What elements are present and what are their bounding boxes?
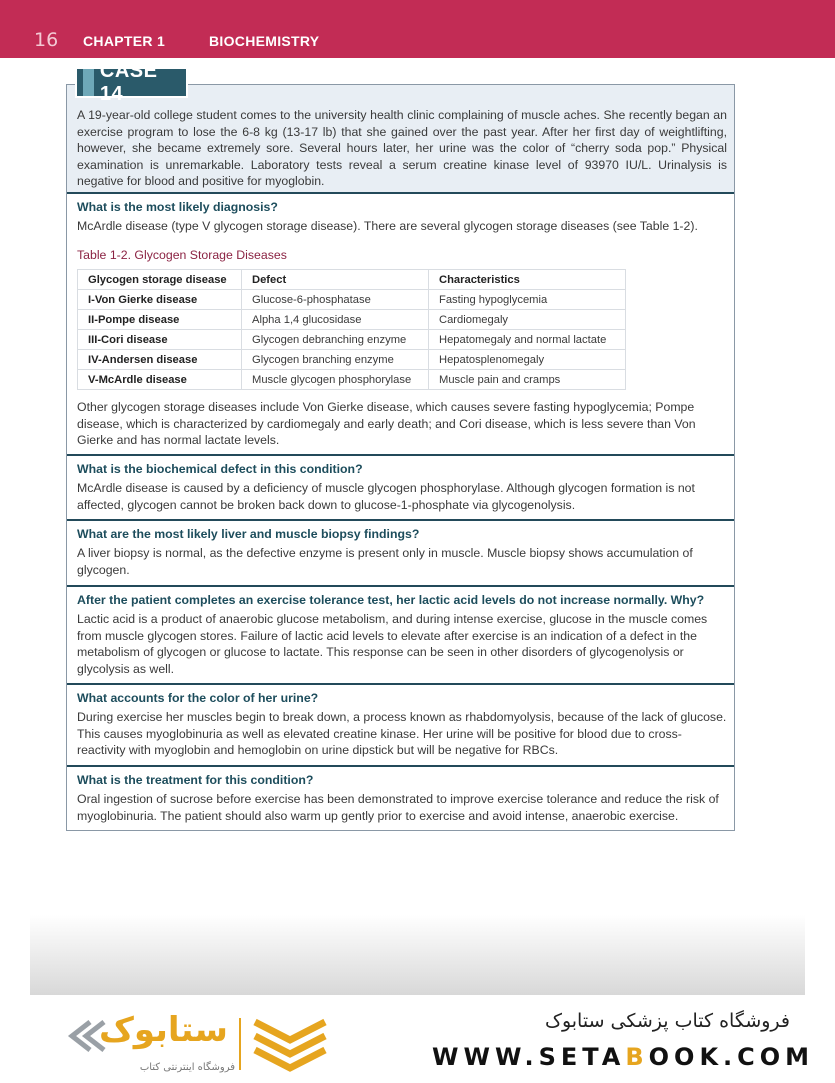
- table-cell: I-Von Gierke disease: [78, 290, 242, 310]
- case-label: [75, 59, 188, 105]
- table-row: [78, 370, 626, 390]
- case-box: [66, 84, 735, 831]
- table-cell: III-Cori disease: [78, 330, 242, 350]
- table-cell: Alpha 1,4 glucosidase: [242, 310, 429, 330]
- question: What is the most likely diagnosis?: [77, 200, 278, 214]
- table-header: Glycogen storage disease: [78, 270, 242, 290]
- store-title: فروشگاه کتاب پزشکی ستابوک: [544, 1010, 790, 1032]
- question: What is the treatment for this condition?: [77, 773, 314, 787]
- question: After the patient completes an exercise tolerance test, her lactic acid levels do not increase normally. Why?: [77, 593, 705, 607]
- table-header-row: [78, 270, 626, 290]
- qa-section-diagnosis: [67, 194, 734, 455]
- page-header: [0, 0, 835, 58]
- question: What are the most likely liver and muscle biopsy findings?: [77, 527, 420, 541]
- table-cell: IV-Andersen disease: [78, 350, 242, 370]
- answer: During exercise her muscles begin to break down, a process known as rhabdomyolysis, because of the lack of glucose. This causes myoglobinuria as well as elevated creatine kinase. Her urine will be positive for blood due to cross-reactivity with myoglobin and hemoglobin on urine dipstick but will be negative for RBCs.: [77, 710, 727, 757]
- case-label-accent: [83, 69, 94, 96]
- qa-section-defect: [67, 454, 734, 520]
- footer-shade: [30, 915, 805, 995]
- qa-section-urine-color: [67, 683, 734, 766]
- qa-section-biopsy: [67, 519, 734, 586]
- chapter-label: CHAPTER 1: [83, 33, 166, 49]
- glycogen-storage-table: [77, 269, 626, 390]
- table-row: [78, 310, 626, 330]
- table-header: Defect: [242, 270, 429, 290]
- table-row: [78, 330, 626, 350]
- table-cell: Glycogen debranching enzyme: [242, 330, 429, 350]
- store-url[interactable]: [432, 1043, 814, 1071]
- table-header: Characteristics: [429, 270, 626, 290]
- case-intro-text: A 19-year-old college student comes to the university health clinic complaining of muscle aches. She recently began an exercise program to lose the 6-8 kg (13-17 lb) that she gained over the past year. After her first day of weightlifting, however, she became extremely sore. Several hours later, her urine was the color of “cherry soda pop.” Physical examination is unremarkable. Laboratory tests reveal a serum creatine kinase level of 93970 IU/L. Urinalysis is negative for blood and positive for myoglobin.: [77, 108, 727, 188]
- question: What is the biochemical defect in this condition?: [77, 462, 363, 476]
- answer: Lactic acid is a product of anaerobic glucose metabolism, and during intense exercise, glucose in the muscle comes from muscle glycogen stores. Failure of lactic acid levels to elevate after exercise is an indication of a defect in the metabolism of glycogen or glucose to lactate. This response can be seen in other disorders of glycogenolysis or glycolysis as well.: [77, 612, 708, 676]
- table-cell: Hepatosplenomegaly: [429, 350, 626, 370]
- table-cell: V-McArdle disease: [78, 370, 242, 390]
- url-part-highlight: B: [625, 1043, 649, 1071]
- table-cell: Glycogen branching enzyme: [242, 350, 429, 370]
- url-part: OOK.COM: [648, 1043, 815, 1071]
- table-row: [78, 290, 626, 310]
- page-number: 16: [34, 29, 59, 51]
- answer: McArdle disease (type V glycogen storage disease). There are several glycogen storage diseases (see Table 1-2).: [77, 219, 698, 233]
- logo-text: ستابوک: [99, 1010, 228, 1050]
- answer: McArdle disease is caused by a deficiency of muscle glycogen phosphorylase. Although glycogen formation is not affected, glycogen cannot be broken back down to glucose-1-phosphate via glycogenolysis.: [77, 481, 695, 512]
- question: What accounts for the color of her urine?: [77, 691, 319, 705]
- logo-subtitle: فروشگاه اینترنتی کتاب: [139, 1062, 235, 1073]
- case-label-text: CASE 14: [99, 59, 158, 105]
- url-part: WWW.: [432, 1043, 539, 1071]
- answer-continued: Other glycogen storage diseases include Von Gierke disease, which causes severe fasting hypoglycemia; Pompe disease, which is characterized by cardiomegaly and early death; and Cori disease, which is less severe than Von Gierke and has normal lactate levels.: [77, 400, 696, 447]
- table-row: [78, 350, 626, 370]
- table-cell: Cardiomegaly: [429, 310, 626, 330]
- table-cell: Fasting hypoglycemia: [429, 290, 626, 310]
- qa-section-lactic-acid: [67, 585, 734, 684]
- qa-section-treatment: [67, 765, 734, 830]
- answer: A liver biopsy is normal, as the defective enzyme is present only in muscle. Muscle biopsy shows accumulation of glycogen.: [77, 546, 693, 577]
- answer: Oral ingestion of sucrose before exercise has been demonstrated to improve exercise tolerance and reduce the risk of myoglobinuria. The patient should also warm up gently prior to exercise and avoid intense, anaerobic exercise.: [77, 792, 719, 823]
- table-title: Table 1-2. Glycogen Storage Diseases: [77, 248, 287, 262]
- table-cell: Muscle pain and cramps: [429, 370, 626, 390]
- table-cell: II-Pompe disease: [78, 310, 242, 330]
- table-cell: Muscle glycogen phosphorylase: [242, 370, 429, 390]
- chapter-title: BIOCHEMISTRY: [209, 33, 320, 49]
- url-part: SETA: [538, 1043, 626, 1071]
- table-cell: Glucose-6-phosphatase: [242, 290, 429, 310]
- table-cell: Hepatomegaly and normal lactate: [429, 330, 626, 350]
